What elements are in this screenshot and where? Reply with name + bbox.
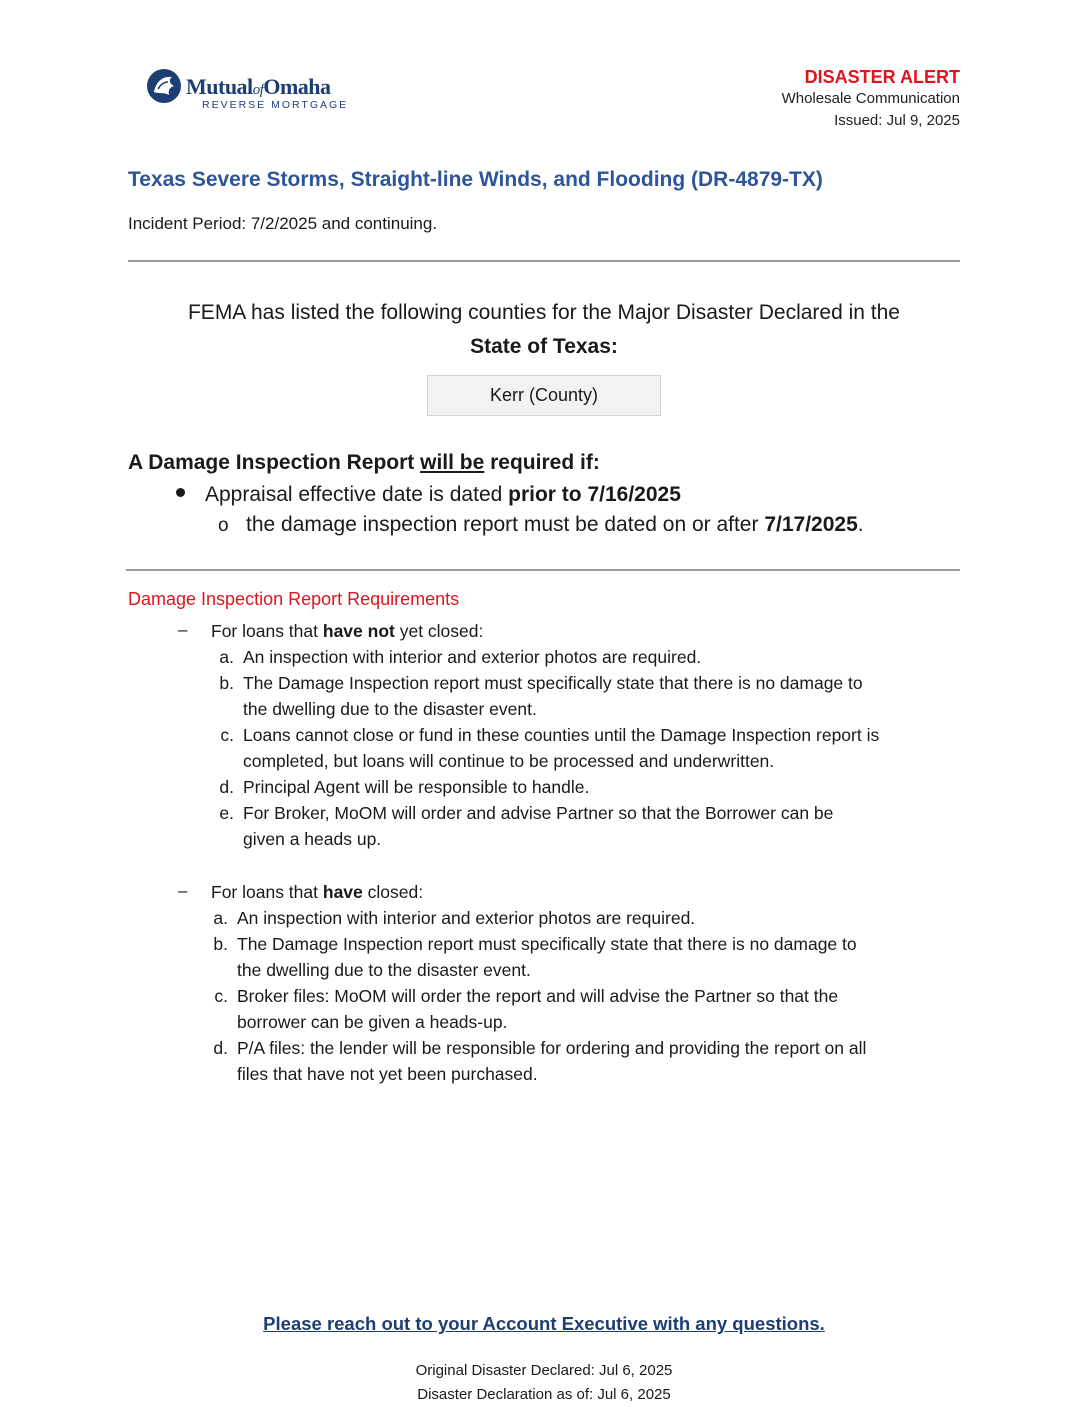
logo-subtitle: REVERSE MORTGAGE	[202, 99, 349, 111]
inspection-bullet: Appraisal effective date is dated prior to 7/16/2025	[176, 483, 681, 507]
not-closed-lead: For loans that have not yet closed:	[211, 621, 484, 641]
fema-statement	[128, 296, 960, 364]
list-item-label: a.	[213, 908, 228, 928]
inspection-subbullet: o the damage inspection report must be dated on or after 7/17/2025.	[218, 513, 864, 536]
list-item-label: d.	[219, 777, 234, 797]
list-item-label: c.	[214, 986, 228, 1006]
dash-marker: –	[178, 620, 188, 639]
list-item-text: given a heads up.	[243, 829, 382, 849]
requirements-heading: Damage Inspection Report Requirements	[128, 589, 460, 609]
list-item-label: e.	[219, 803, 234, 823]
closed-lead: For loans that have closed:	[211, 882, 424, 902]
list-item-text: the dwelling due to the disaster event.	[237, 960, 531, 980]
list-item-text: The Damage Inspection report must specifically state that there is no damage to	[237, 934, 857, 954]
divider	[126, 569, 960, 571]
list-item-text: the dwelling due to the disaster event.	[243, 699, 537, 719]
list-item-text: For Broker, MoOM will order and advise Partner so that the Borrower can be	[243, 803, 834, 823]
alert-title: DISASTER ALERT	[804, 67, 960, 87]
list-item-label: d.	[213, 1038, 228, 1058]
original-declared: Original Disaster Declared: Jul 6, 2025	[415, 1362, 673, 1379]
list-item-text: completed, but loans will continue to be processed and underwritten.	[243, 751, 775, 771]
list-item-label: c.	[220, 725, 234, 745]
issued-date: Issued: Jul 9, 2025	[834, 112, 960, 129]
county-cell: Kerr (County)	[427, 375, 661, 416]
list-item-text: P/A files: the lender will be responsible for ordering and providing the report on all	[237, 1038, 867, 1058]
list-item-text: The Damage Inspection report must specifically state that there is no damage to	[243, 673, 863, 693]
list-item-text: Broker files: MoOM will order the report and will advise the Partner so that the	[237, 986, 839, 1006]
inspection-heading: A Damage Inspection Report will be required if:	[128, 451, 600, 474]
fema-state: State of Texas:	[470, 335, 618, 358]
declaration-as-of: Disaster Declaration as of: Jul 6, 2025	[417, 1386, 671, 1403]
incident-period: Incident Period: 7/2/2025 and continuing.	[128, 214, 438, 233]
alert-header	[782, 66, 960, 132]
list-item-text: An inspection with interior and exterior photos are required.	[237, 908, 696, 928]
channel-label: Wholesale Communication	[781, 90, 960, 107]
list-item-text: Loans cannot close or fund in these counties until the Damage Inspection report is	[243, 725, 880, 745]
lion-icon	[146, 68, 182, 104]
list-item-text: An inspection with interior and exterior photos are required.	[243, 647, 702, 667]
dash-marker: –	[178, 881, 188, 900]
bullet-icon	[176, 488, 185, 497]
list-item-label: a.	[219, 647, 234, 667]
circle-bullet-marker: o	[218, 515, 229, 536]
list-item-text: borrower can be given a heads-up.	[237, 1012, 508, 1032]
contact-note: Please reach out to your Account Executive with any questions.	[263, 1313, 825, 1334]
fema-line: FEMA has listed the following counties for the Major Disaster Declared in the	[187, 301, 900, 324]
list-item-text: Principal Agent will be responsible to handle.	[243, 777, 590, 797]
list-item-text: files that have not yet been purchased.	[237, 1064, 538, 1084]
list-item-label: b.	[213, 934, 228, 954]
list-item-label: b.	[219, 673, 234, 693]
mutual-of-omaha-logo	[146, 66, 356, 114]
disaster-title: Texas Severe Storms, Straight-line Winds, and Flooding (DR-4879-TX)	[128, 168, 823, 191]
logo-wordmark: MutualofOmaha	[186, 74, 331, 99]
divider	[128, 260, 960, 262]
